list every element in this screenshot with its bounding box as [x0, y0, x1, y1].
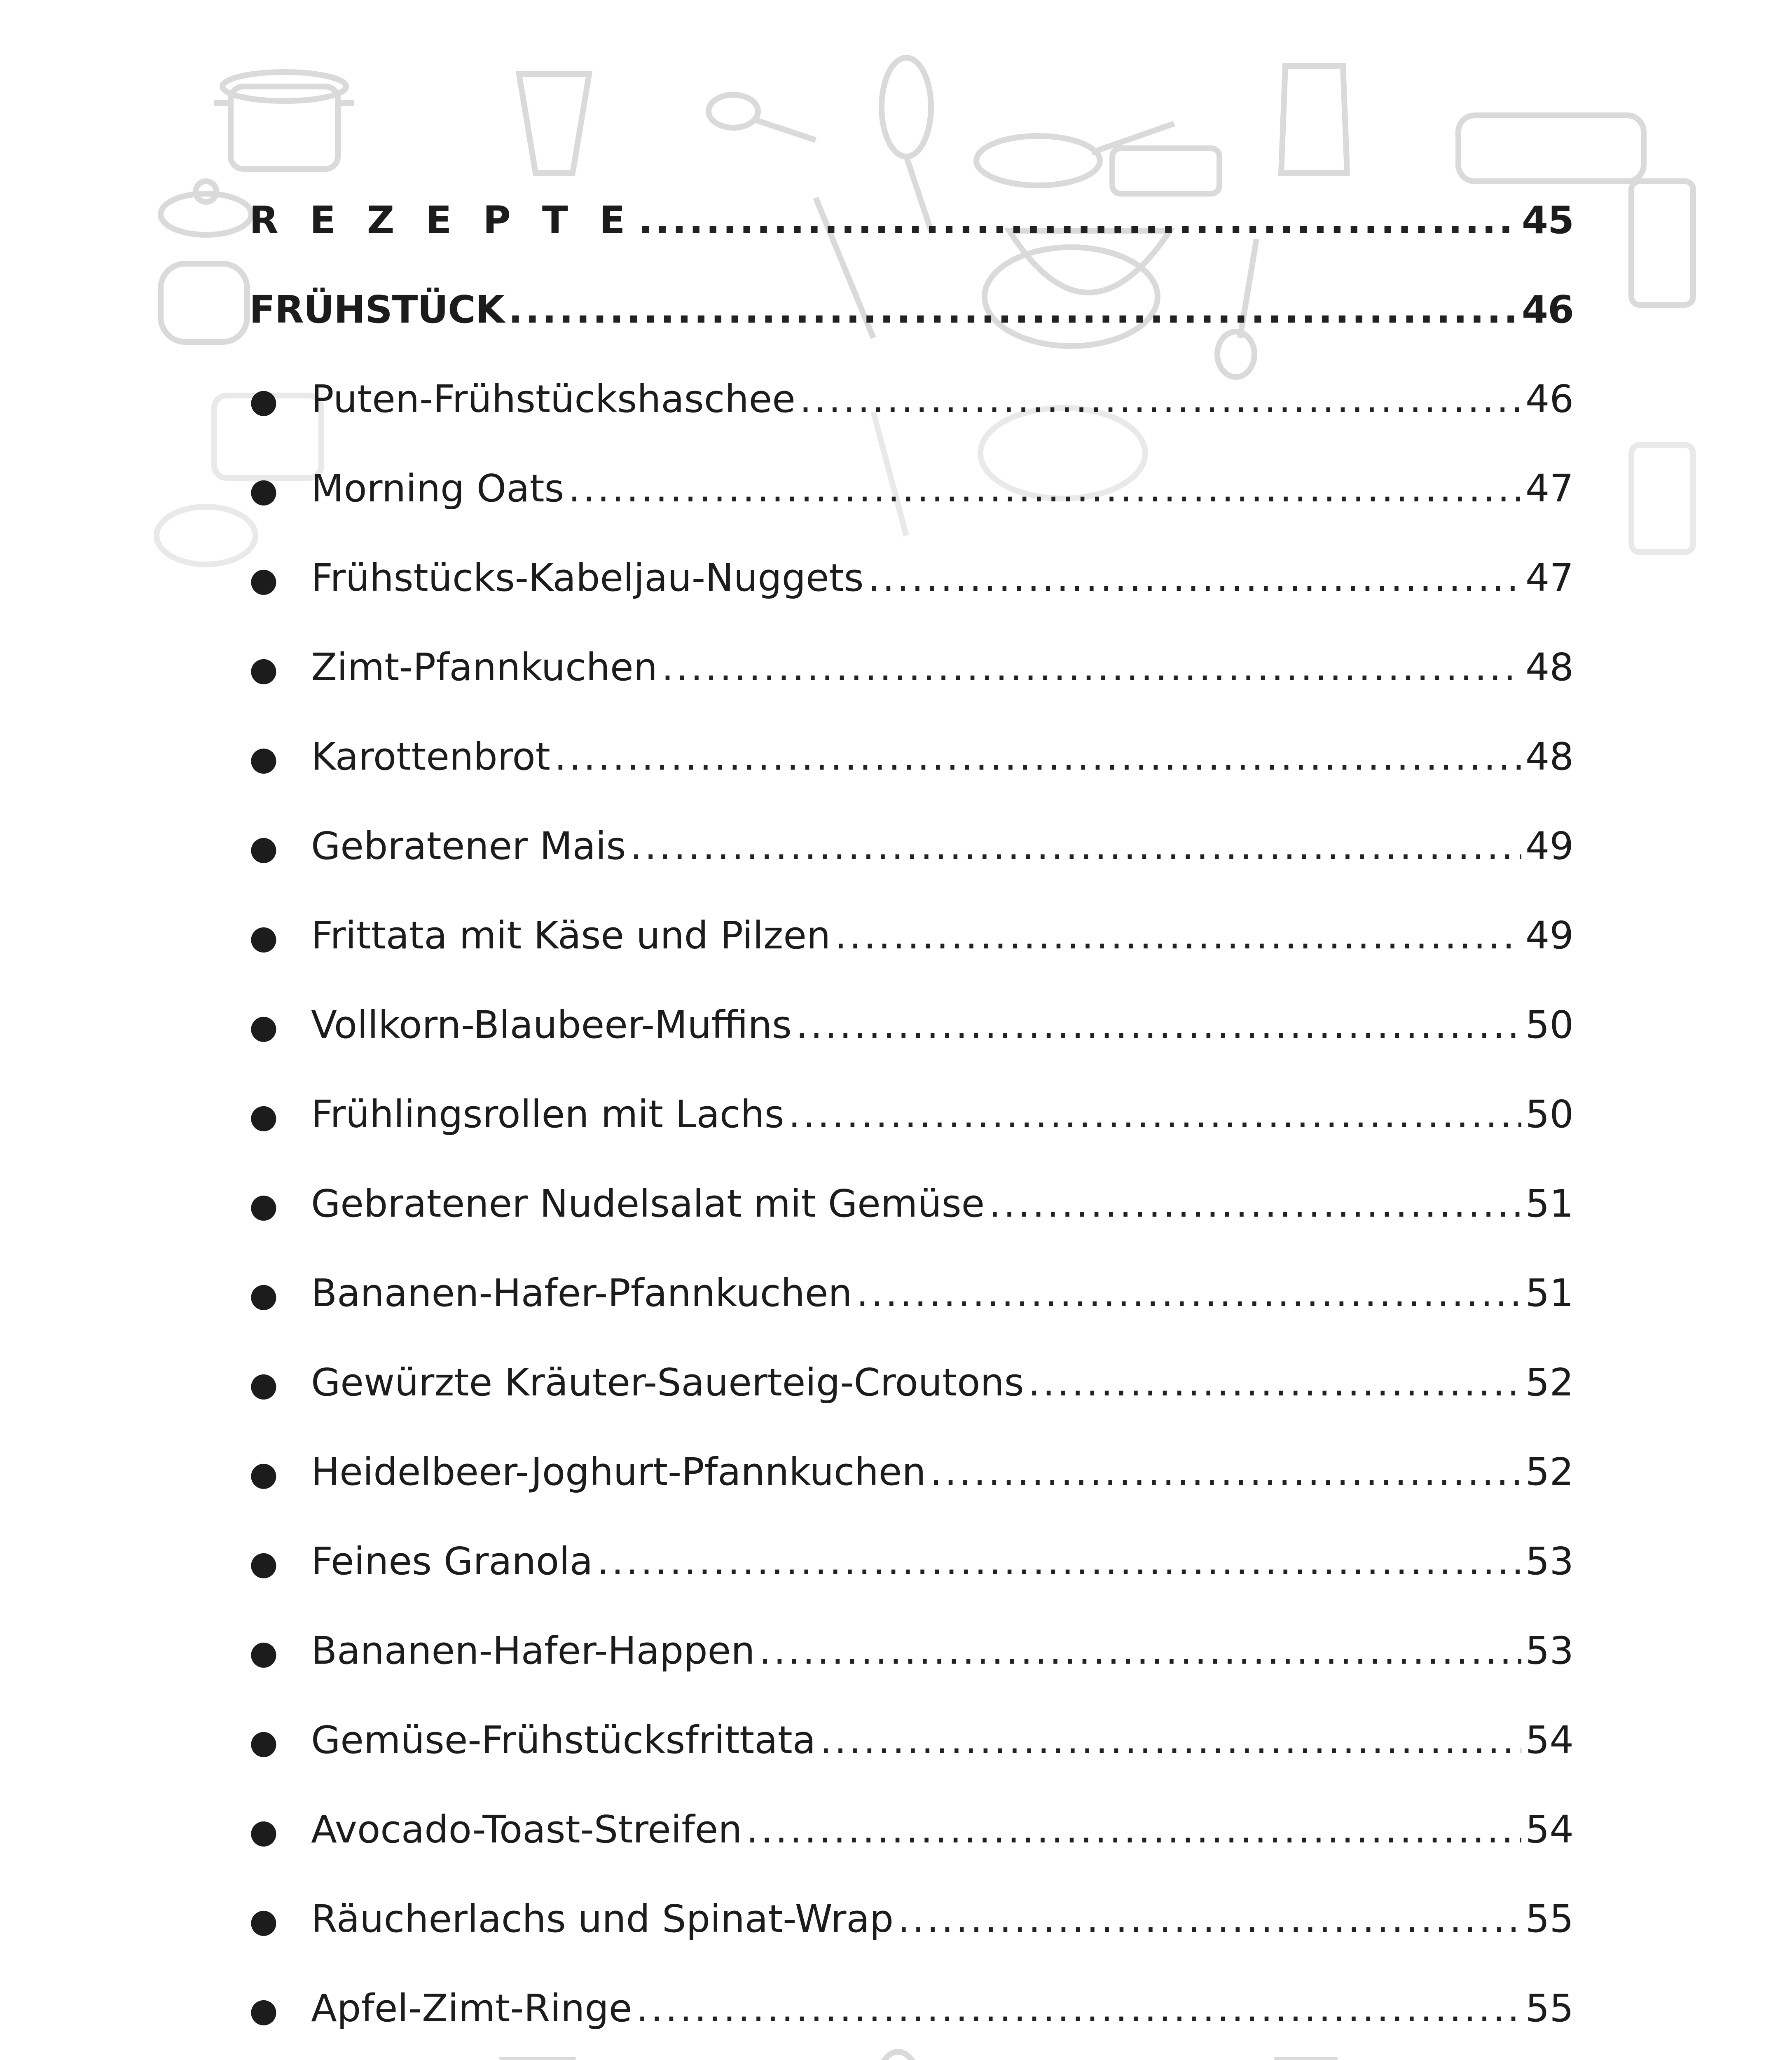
toc-entry-title: Apfel-Zimt-Ringe — [311, 1986, 632, 2030]
toc-leader-dots — [868, 547, 1521, 609]
toc-entry-title: Frühstücks-Kabeljau-Nuggets — [311, 556, 864, 600]
toc-entry[interactable] — [249, 352, 1574, 441]
toc-entry-title: Vollkorn-Blaubeer-Muffins — [311, 1003, 792, 1047]
grater-icon — [1631, 181, 1693, 305]
toc-leader-dots — [508, 279, 1518, 341]
toc-entry-title: Avocado-Toast-Streifen — [311, 1807, 742, 1852]
toc-page-number: 54 — [1525, 1718, 1574, 1762]
toc-leader-dots — [630, 815, 1521, 877]
pot-icon — [214, 72, 354, 169]
toc-entry-title: Feines Granola — [311, 1539, 593, 1583]
toc-heading-fruehstueck[interactable] — [249, 262, 1574, 352]
toc-leader-dots — [989, 1173, 1521, 1235]
bullet-icon: ● — [249, 560, 278, 599]
toc-page-number: 50 — [1525, 1092, 1574, 1136]
toc-leader-dots — [800, 368, 1521, 430]
toc-entry[interactable] — [249, 1872, 1574, 1961]
toc-page-number: 52 — [1525, 1450, 1574, 1494]
toc-entry[interactable] — [249, 978, 1574, 1067]
toc-entry-title: Karottenbrot — [311, 735, 550, 779]
bullet-icon: ● — [249, 1454, 278, 1493]
bullet-icon: ● — [249, 1812, 278, 1850]
sugar-pot-icon — [161, 264, 247, 342]
toc-entry-title: Morning Oats — [311, 466, 564, 510]
toc-page-number: 50 — [1525, 1003, 1574, 1047]
toc-leader-dots — [930, 1441, 1521, 1503]
toc-page-number: 53 — [1525, 1539, 1574, 1583]
toc-entry[interactable] — [249, 1604, 1574, 1693]
toc-entry[interactable] — [249, 531, 1574, 620]
toc-entry[interactable] — [249, 1156, 1574, 1246]
toc-entry-title: Gebratener Mais — [311, 824, 626, 868]
toc-leader-dots — [636, 1978, 1521, 2039]
bullet-icon: ● — [249, 1276, 278, 1314]
toc-leader-dots — [662, 637, 1521, 698]
toc-heading-rezepte[interactable] — [249, 173, 1574, 262]
bullet-icon: ● — [249, 650, 278, 688]
bullet-icon: ● — [249, 382, 278, 420]
toc-entry[interactable] — [249, 620, 1574, 709]
toc-heading-title: FRÜHSTÜCK — [249, 288, 504, 332]
toc-leader-dots — [759, 1620, 1521, 1682]
bullet-icon: ● — [249, 1186, 278, 1224]
toc-entry-title: Bananen-Hafer-Happen — [311, 1629, 755, 1673]
bullet-icon: ● — [249, 471, 278, 509]
toc-page-number: 48 — [1525, 735, 1574, 779]
table-of-contents — [249, 173, 1574, 2060]
toc-leader-dots — [1028, 1352, 1521, 1414]
bullet-icon: ● — [249, 918, 278, 956]
toc-entry-title: Bananen-Hafer-Pfannkuchen — [311, 1271, 852, 1315]
toc-entry-title: Zimt-Pfannkuchen — [311, 645, 657, 689]
toc-page-number: 54 — [1525, 1807, 1574, 1852]
toc-entry[interactable] — [249, 1514, 1574, 1604]
toc-page-number: 51 — [1525, 1182, 1574, 1226]
toc-entry-title: Puten-Frühstückshaschee — [311, 377, 795, 421]
toc-page-number: 55 — [1525, 1986, 1574, 2030]
toc-entry[interactable] — [249, 1335, 1574, 1425]
glass-icon — [519, 74, 589, 173]
toc-entry-title: Gemüse-Frühstücksfrittata — [311, 1718, 816, 1762]
toc-entry-title: Gebratener Nudelsalat mit Gemüse — [311, 1182, 985, 1226]
toc-entry[interactable] — [249, 1067, 1574, 1156]
toc-entry[interactable] — [249, 2051, 1574, 2060]
toc-entry-title: Heidelbeer-Joghurt-Pfannkuchen — [311, 1450, 926, 1494]
toc-page-number: 51 — [1525, 1271, 1574, 1315]
bullet-icon: ● — [249, 1991, 278, 2029]
bullet-icon: ● — [249, 1901, 278, 1940]
toc-page-number: 48 — [1525, 645, 1574, 689]
toc-leader-dots — [568, 458, 1521, 520]
toc-page-number: 46 — [1521, 288, 1574, 332]
bullet-icon: ● — [249, 1723, 278, 1761]
toc-entry[interactable] — [249, 1961, 1574, 2051]
bullet-icon: ● — [249, 1007, 278, 1046]
toc-leader-dots — [820, 1709, 1521, 1771]
toc-leader-dots — [788, 1084, 1521, 1145]
cake-tin-icon — [1458, 115, 1644, 181]
toc-entry-title: Räucherlachs und Spinat-Wrap — [311, 1897, 894, 1941]
bullet-icon: ● — [249, 1097, 278, 1135]
bullet-icon: ● — [249, 1365, 278, 1403]
toc-entry[interactable] — [249, 1425, 1574, 1514]
toc-page-number: 47 — [1525, 466, 1574, 510]
toc-page-number: 53 — [1525, 1629, 1574, 1673]
toc-leader-dots — [638, 190, 1518, 251]
toc-page-number: 55 — [1525, 1897, 1574, 1941]
toc-entry[interactable] — [249, 709, 1574, 799]
toc-page-number: 47 — [1525, 556, 1574, 600]
toc-entry[interactable] — [249, 1246, 1574, 1335]
toc-heading-title: R E Z E P T E — [249, 198, 634, 242]
toc-entry-title: Frittata mit Käse und Pilzen — [311, 913, 831, 957]
toc-leader-dots — [554, 726, 1521, 788]
toc-leader-dots — [597, 1531, 1521, 1592]
bullet-icon: ● — [249, 739, 278, 777]
toc-page-number: 49 — [1525, 824, 1574, 868]
toc-page-number: 45 — [1521, 198, 1574, 242]
spoon-icon — [709, 95, 816, 140]
toc-leader-dots — [898, 1888, 1521, 1950]
toc-entry[interactable] — [249, 799, 1574, 888]
toc-entry[interactable] — [249, 1782, 1574, 1872]
toc-leader-dots — [796, 994, 1521, 1056]
bullet-icon: ● — [249, 1544, 278, 1582]
toc-entry-title: Gewürzte Kräuter-Sauerteig-Croutons — [311, 1360, 1024, 1405]
toc-leader-dots — [746, 1799, 1521, 1861]
toc-leader-dots — [856, 1262, 1521, 1324]
lid-icon — [161, 181, 251, 235]
jug-icon — [1281, 66, 1347, 173]
bullet-icon: ● — [249, 829, 278, 867]
toc-page-number: 49 — [1525, 913, 1574, 957]
toc-entry[interactable] — [249, 1693, 1574, 1782]
toc-entry[interactable] — [249, 441, 1574, 531]
toc-entry-title: Frühlingsrollen mit Lachs — [311, 1092, 784, 1136]
toc-leader-dots — [835, 905, 1521, 967]
toc-page-number: 52 — [1525, 1360, 1574, 1405]
bullet-icon: ● — [249, 1633, 278, 1671]
toc-page-number: 46 — [1525, 377, 1574, 421]
toc-entry[interactable] — [249, 888, 1574, 978]
